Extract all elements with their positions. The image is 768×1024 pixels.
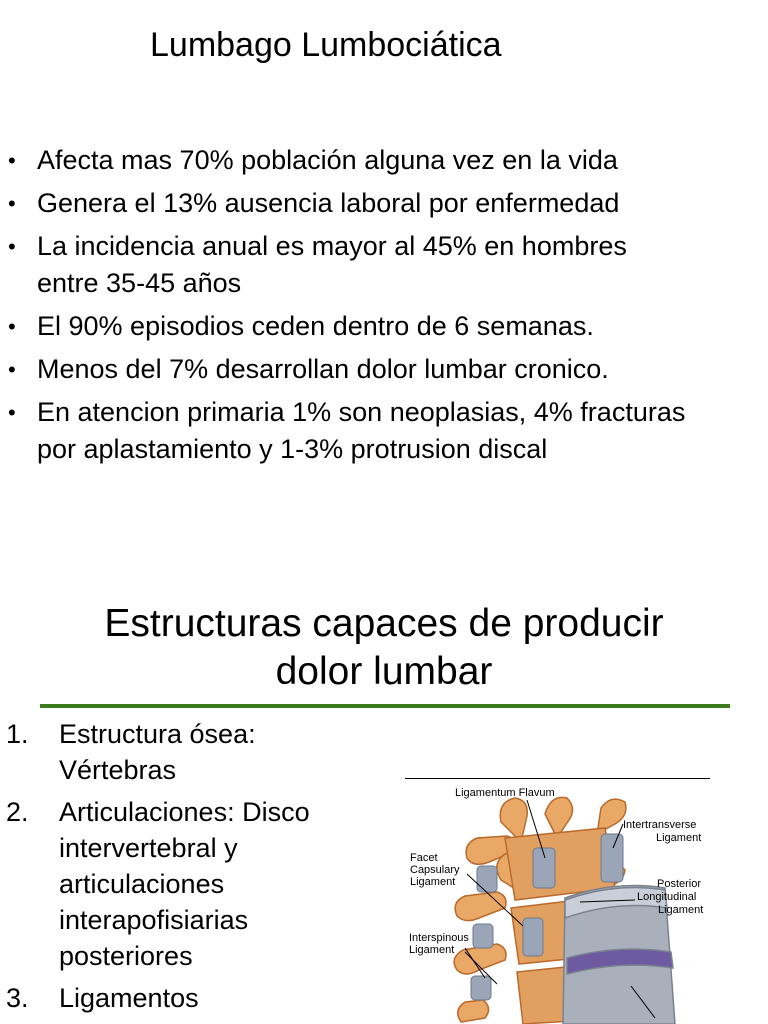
- bullet-text: por aplastamiento y 1-3% protrusion discal: [37, 434, 548, 464]
- item-text: Articulaciones: Disco: [59, 797, 310, 827]
- title-divider: [40, 704, 730, 708]
- label-facet: Facet: [410, 852, 438, 864]
- bullet-item: [0, 308, 768, 345]
- label-longitudinal: Longitudinal: [637, 891, 697, 903]
- bullet-item: [0, 394, 768, 468]
- item-number: 3.: [6, 983, 29, 1013]
- item-text: articulaciones: [59, 869, 225, 899]
- numbered-item: [0, 794, 400, 974]
- bullet-item: [0, 228, 768, 302]
- bullet-marker: •: [8, 357, 16, 382]
- slide-title-lumbago: Lumbago Lumbociática: [150, 26, 502, 64]
- label-posterior-ligament: Ligament: [658, 904, 704, 916]
- label-facet-ligament: Ligament: [410, 876, 456, 888]
- label-interspinous: Interspinous: [409, 932, 469, 944]
- bullet-text: El 90% episodios ceden dentro de 6 semanas.: [37, 311, 594, 341]
- bullet-list: [0, 142, 768, 474]
- bullet-text: Menos del 7% desarrollan dolor lumbar cronico.: [37, 354, 609, 384]
- title-line: dolor lumbar: [275, 650, 493, 693]
- item-text: Estructura ósea:: [59, 719, 256, 749]
- item-text: interapofisiarias: [59, 905, 249, 935]
- bullet-marker: •: [8, 400, 16, 425]
- bullet-marker: •: [8, 234, 16, 259]
- bullet-text: En atencion primaria 1% son neoplasias, 4% fracturas: [37, 397, 686, 427]
- label-intertransverse-ligament: Ligament: [656, 832, 702, 844]
- bullet-text: entre 35-45 años: [37, 268, 242, 298]
- numbered-list: [0, 716, 400, 1022]
- bullet-marker: •: [8, 314, 16, 339]
- label-capsulary: Capsulary: [410, 864, 460, 876]
- label-posterior: Posterior: [657, 878, 702, 890]
- bullet-text: Afecta mas 70% población alguna vez en la vida: [37, 145, 618, 175]
- title-line: Estructuras capaces de producir: [104, 602, 664, 645]
- item-number: 1.: [6, 719, 29, 749]
- item-number: 2.: [6, 797, 29, 827]
- label-intertransverse: Intertransverse: [623, 819, 697, 831]
- bullet-text: La incidencia anual es mayor al 45% en hombres: [37, 231, 627, 261]
- bullet-marker: •: [8, 148, 16, 173]
- bullet-item: [0, 351, 768, 388]
- bullet-item: [0, 142, 768, 179]
- numbered-item: [0, 980, 400, 1016]
- bullet-marker: •: [8, 191, 16, 216]
- label-ligamentum-flavum: Ligamentum Flavum: [455, 787, 555, 799]
- bullet-text: Genera el 13% ausencia laboral por enfermedad: [37, 188, 620, 218]
- label-interspinous-ligament: Ligament: [409, 944, 455, 956]
- slide-title-estructuras: [0, 600, 768, 696]
- numbered-item: [0, 716, 400, 788]
- item-text: Vértebras: [59, 755, 177, 785]
- spine-ligaments-illustration: [405, 778, 713, 1024]
- item-text: posteriores: [59, 941, 193, 971]
- bullet-item: [0, 185, 768, 222]
- item-text: Ligamentos: [59, 983, 199, 1013]
- item-text: intervertebral y: [59, 833, 238, 863]
